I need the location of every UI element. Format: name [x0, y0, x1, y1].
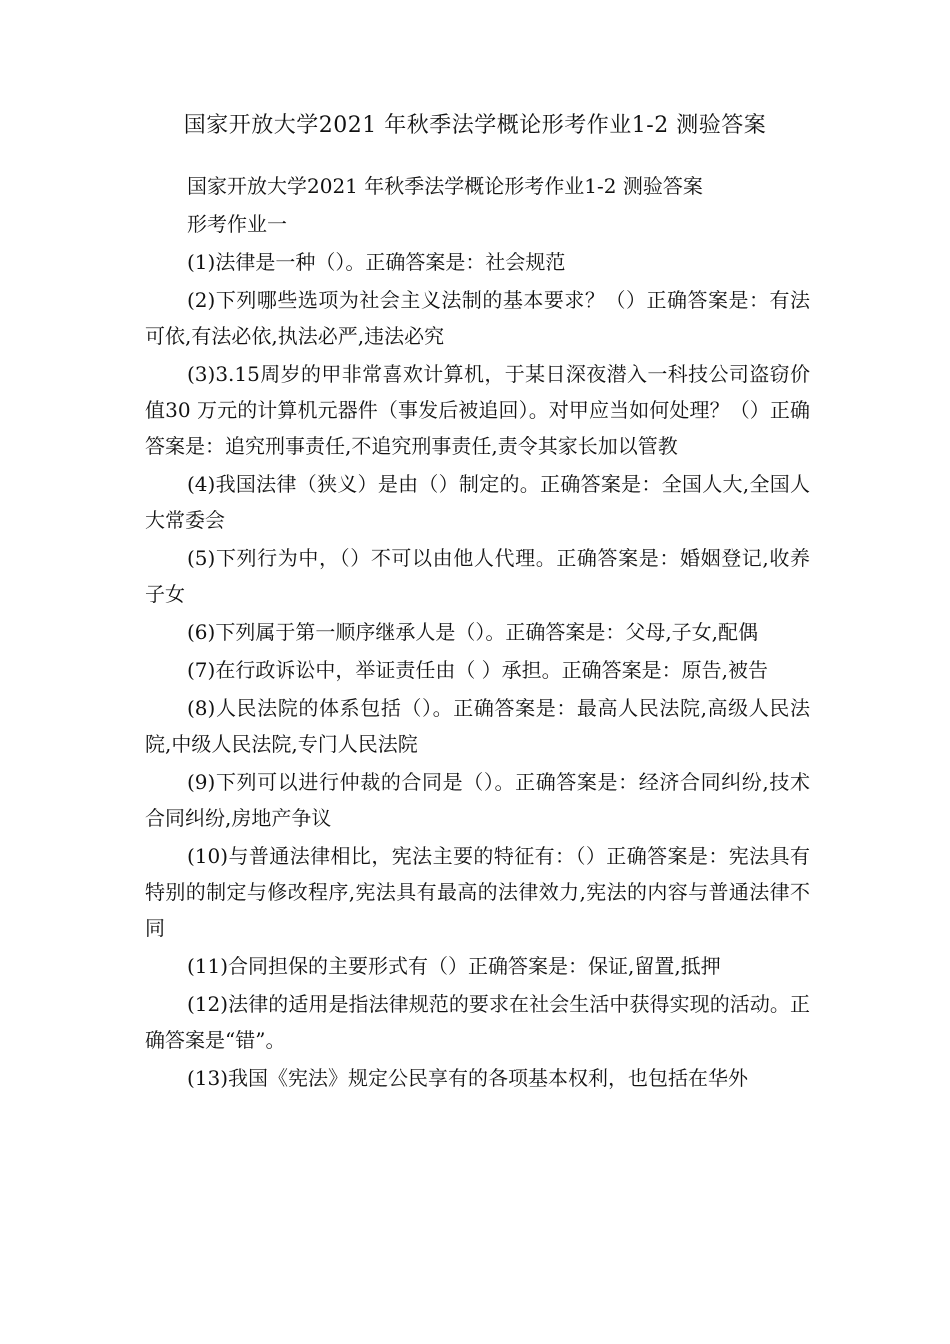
question-10: (10)与普通法律相比，宪法主要的特征有：（）正确答案是：宪法具有特别的制定与修改程序,宪法具有最高的法律效力,宪法的内容与普通法律不同 [145, 844, 810, 940]
question-8: (8)人民法院的体系包括（）。正确答案是：最高人民法院,高级人民法院,中级人民法院,专门人民法院 [145, 696, 810, 756]
question-2: (2)下列哪些选项为社会主义法制的基本要求？（）正确答案是：有法可依,有法必依,执法必严,违法必究 [145, 288, 810, 348]
question-7: (7)在行政诉讼中，举证责任由（ ）承担。正确答案是：原告,被告 [187, 658, 769, 682]
question-11: (11)合同担保的主要形式有（）正确答案是：保证,留置,抵押 [187, 954, 721, 978]
subtitle-line: 国家开放大学2021 年秋季法学概论形考作业1-2 测验答案 [187, 174, 703, 198]
question-6: (6)下列属于第一顺序继承人是（）。正确答案是：父母,子女,配偶 [187, 620, 759, 644]
question-4: (4)我国法律（狭义）是由（）制定的。正确答案是：全国人大,全国人大常委会 [145, 472, 810, 532]
document-body [145, 168, 810, 1098]
question-13: (13)我国《宪法》规定公民享有的各项基本权利，也包括在华外 [187, 1066, 749, 1090]
question-12: (12)法律的适用是指法律规范的要求在社会生活中获得实现的活动。正确答案是“错”。 [145, 992, 810, 1052]
section-heading: 形考作业一 [187, 212, 287, 236]
question-9: (9)下列可以进行仲裁的合同是（）。正确答案是：经济合同纠纷,技术合同纠纷,房地产争议 [145, 770, 810, 830]
question-5: (5)下列行为中，（）不可以由他人代理。正确答案是：婚姻登记,收养子女 [145, 546, 810, 606]
document-title: 国家开放大学2021 年秋季法学概论形考作业1-2 测验答案 [183, 113, 767, 138]
question-1: (1)法律是一种（）。正确答案是：社会规范 [187, 250, 566, 274]
question-3: (3)3.15周岁的甲非常喜欢计算机，于某日深夜潜入一科技公司盗窃价值30 万元的计算机元器件（事发后被追回）。对甲应当如何处理？（）正确答案是：追究刑事责任,不追究刑事责任,责令其家长加以管教 [145, 362, 810, 458]
